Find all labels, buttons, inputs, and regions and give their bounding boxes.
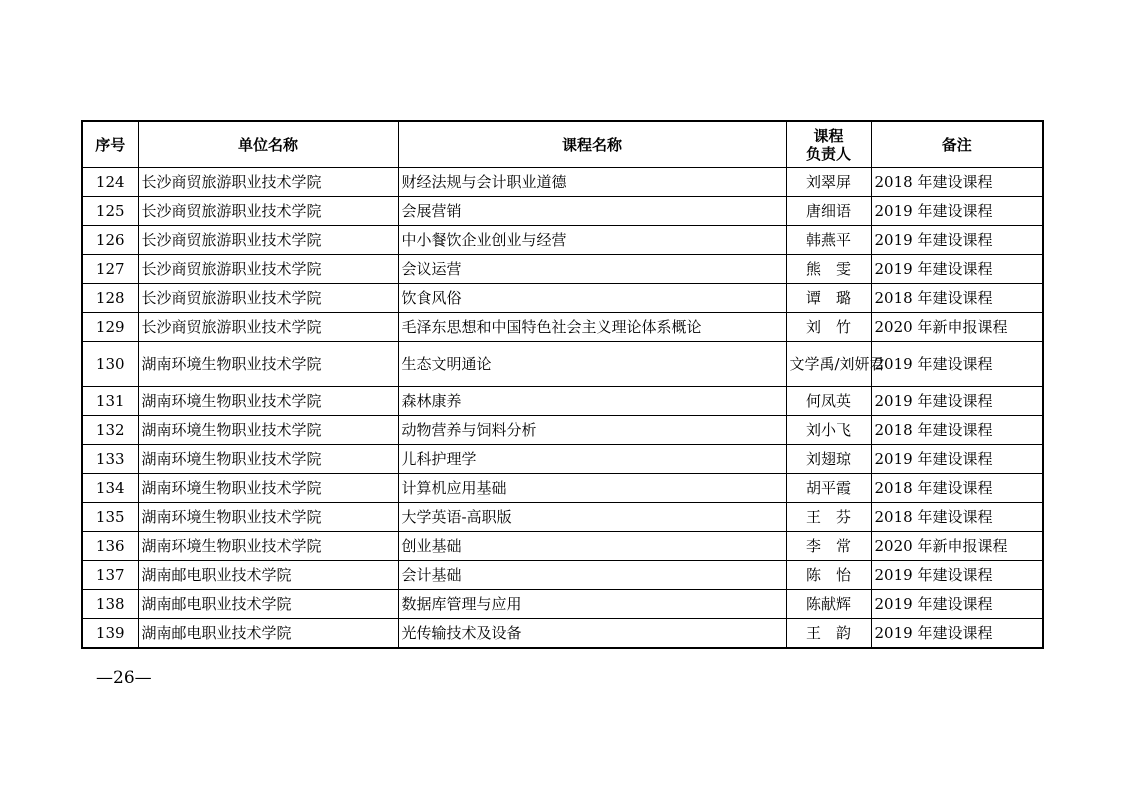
cell-note: 2018 年建设课程 — [871, 168, 1043, 197]
table-row — [82, 284, 1043, 313]
cell-note: 2019 年建设课程 — [871, 197, 1043, 226]
cell-unit: 湖南环境生物职业技术学院 — [138, 445, 398, 474]
cell-person: 王 韵 — [786, 619, 871, 649]
cell-person: 刘 竹 — [786, 313, 871, 342]
cell-person: 何凤英 — [786, 387, 871, 416]
cell-course: 中小餐饮企业创业与经营 — [398, 226, 786, 255]
cell-course: 财经法规与会计职业道德 — [398, 168, 786, 197]
cell-course: 会议运营 — [398, 255, 786, 284]
cell-seq: 131 — [82, 387, 138, 416]
cell-person: 韩燕平 — [786, 226, 871, 255]
cell-person: 陈献辉 — [786, 590, 871, 619]
header-course: 课程名称 — [398, 121, 786, 168]
cell-person: 文学禹/刘妍君 — [786, 342, 871, 387]
cell-person: 刘翅琼 — [786, 445, 871, 474]
table-row — [82, 590, 1043, 619]
cell-unit: 湖南环境生物职业技术学院 — [138, 503, 398, 532]
cell-seq: 132 — [82, 416, 138, 445]
cell-course: 会计基础 — [398, 561, 786, 590]
table-row — [82, 416, 1043, 445]
cell-course: 生态文明通论 — [398, 342, 786, 387]
cell-unit: 长沙商贸旅游职业技术学院 — [138, 168, 398, 197]
cell-person: 熊 雯 — [786, 255, 871, 284]
cell-course: 计算机应用基础 — [398, 474, 786, 503]
table-row — [82, 226, 1043, 255]
cell-seq: 134 — [82, 474, 138, 503]
table-header-row — [82, 121, 1043, 168]
cell-course: 光传输技术及设备 — [398, 619, 786, 649]
cell-person: 王 芬 — [786, 503, 871, 532]
table-row — [82, 619, 1043, 649]
header-person-line2: 负责人 — [805, 144, 851, 163]
cell-seq: 125 — [82, 197, 138, 226]
cell-unit: 湖南环境生物职业技术学院 — [138, 387, 398, 416]
cell-course: 大学英语-高职版 — [398, 503, 786, 532]
cell-note: 2018 年建设课程 — [871, 474, 1043, 503]
cell-seq: 130 — [82, 342, 138, 387]
table-row — [82, 532, 1043, 561]
cell-unit: 湖南环境生物职业技术学院 — [138, 416, 398, 445]
cell-note: 2018 年建设课程 — [871, 416, 1043, 445]
cell-seq: 124 — [82, 168, 138, 197]
cell-note: 2019 年建设课程 — [871, 342, 1043, 387]
cell-unit: 湖南邮电职业技术学院 — [138, 561, 398, 590]
cell-seq: 126 — [82, 226, 138, 255]
cell-unit: 长沙商贸旅游职业技术学院 — [138, 313, 398, 342]
cell-seq: 127 — [82, 255, 138, 284]
cell-course: 儿科护理学 — [398, 445, 786, 474]
table-row — [82, 474, 1043, 503]
cell-person: 李 常 — [786, 532, 871, 561]
cell-note: 2019 年建设课程 — [871, 226, 1043, 255]
table-row — [82, 387, 1043, 416]
table-row — [82, 561, 1043, 590]
cell-course: 饮食风俗 — [398, 284, 786, 313]
table-row — [82, 255, 1043, 284]
cell-person: 刘翠屏 — [786, 168, 871, 197]
cell-person: 胡平霞 — [786, 474, 871, 503]
cell-seq: 133 — [82, 445, 138, 474]
cell-note: 2019 年建设课程 — [871, 387, 1043, 416]
cell-unit: 湖南环境生物职业技术学院 — [138, 342, 398, 387]
cell-seq: 139 — [82, 619, 138, 649]
cell-note: 2018 年建设课程 — [871, 284, 1043, 313]
header-person-line1: 课程 — [813, 126, 844, 145]
table-body — [82, 168, 1043, 649]
cell-note: 2019 年建设课程 — [871, 619, 1043, 649]
header-unit: 单位名称 — [138, 121, 398, 168]
cell-unit: 湖南环境生物职业技术学院 — [138, 532, 398, 561]
cell-course: 森林康养 — [398, 387, 786, 416]
table-row — [82, 197, 1043, 226]
header-seq: 序号 — [82, 121, 138, 168]
header-person — [786, 121, 871, 168]
cell-unit: 长沙商贸旅游职业技术学院 — [138, 284, 398, 313]
cell-unit: 长沙商贸旅游职业技术学院 — [138, 226, 398, 255]
cell-note: 2019 年建设课程 — [871, 255, 1043, 284]
cell-unit: 湖南邮电职业技术学院 — [138, 590, 398, 619]
cell-course: 动物营养与饲料分析 — [398, 416, 786, 445]
header-note: 备注 — [871, 121, 1043, 168]
course-table — [81, 120, 1044, 649]
cell-seq: 129 — [82, 313, 138, 342]
table-row — [82, 313, 1043, 342]
cell-seq: 128 — [82, 284, 138, 313]
cell-note: 2020 年新申报课程 — [871, 532, 1043, 561]
cell-seq: 136 — [82, 532, 138, 561]
table-row — [82, 168, 1043, 197]
cell-course: 数据库管理与应用 — [398, 590, 786, 619]
cell-person: 刘小飞 — [786, 416, 871, 445]
cell-course: 创业基础 — [398, 532, 786, 561]
cell-course: 毛泽东思想和中国特色社会主义理论体系概论 — [398, 313, 786, 342]
table-row — [82, 342, 1043, 387]
table-row — [82, 503, 1043, 532]
page-number: —26— — [96, 668, 152, 688]
table-row — [82, 445, 1043, 474]
cell-note: 2020 年新申报课程 — [871, 313, 1043, 342]
cell-note: 2019 年建设课程 — [871, 590, 1043, 619]
cell-course: 会展营销 — [398, 197, 786, 226]
cell-unit: 湖南环境生物职业技术学院 — [138, 474, 398, 503]
cell-person: 唐细语 — [786, 197, 871, 226]
cell-person: 陈 怡 — [786, 561, 871, 590]
cell-unit: 长沙商贸旅游职业技术学院 — [138, 197, 398, 226]
cell-seq: 138 — [82, 590, 138, 619]
cell-seq: 137 — [82, 561, 138, 590]
cell-person: 谭 璐 — [786, 284, 871, 313]
cell-note: 2018 年建设课程 — [871, 503, 1043, 532]
cell-unit: 湖南邮电职业技术学院 — [138, 619, 398, 649]
cell-seq: 135 — [82, 503, 138, 532]
cell-note: 2019 年建设课程 — [871, 445, 1043, 474]
cell-note: 2019 年建设课程 — [871, 561, 1043, 590]
cell-unit: 长沙商贸旅游职业技术学院 — [138, 255, 398, 284]
